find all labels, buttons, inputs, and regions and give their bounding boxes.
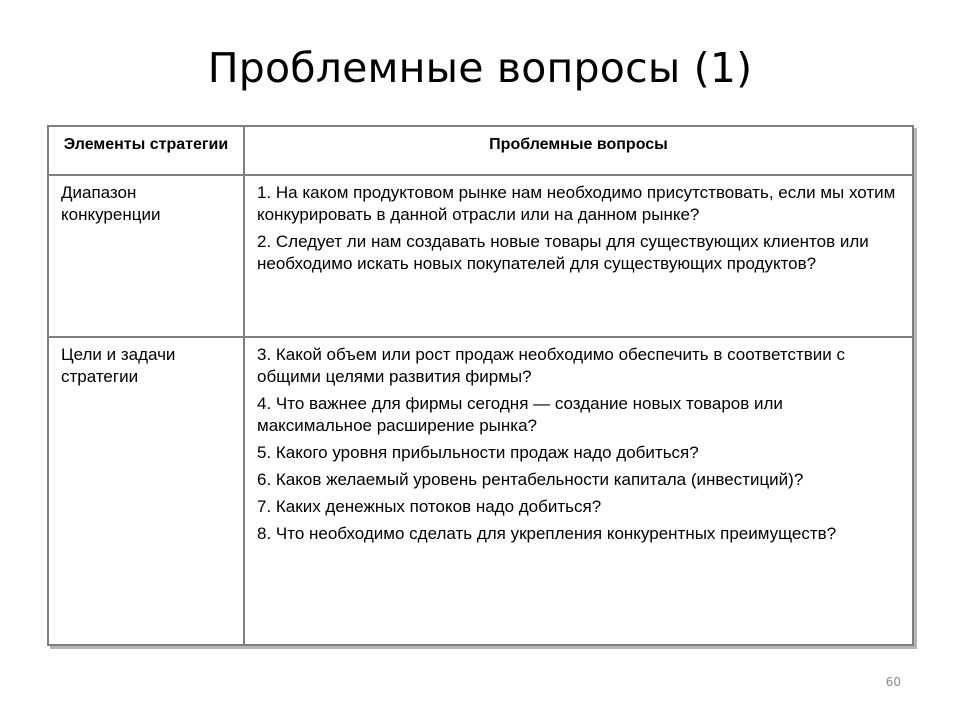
table-row <box>48 175 913 337</box>
row-element-label: Диапазон конкуренции <box>48 175 244 337</box>
question-item: 2. Следует ли нам создавать новые товары для существующих клиентов или необходимо искать новых покупателей для существующих продуктов? <box>257 232 869 273</box>
question-item: 6. Каков желаемый уровень рентабельности капитала (инвестиций)? <box>257 470 804 489</box>
header-problem-questions: Проблемные вопросы <box>244 126 913 175</box>
row-questions-cell <box>244 175 913 337</box>
table-row <box>48 337 913 645</box>
row-questions-cell <box>244 337 913 645</box>
strategy-questions-table <box>47 125 914 646</box>
question-item: 8. Что необходимо сделать для укрепления конкурентных преимуществ? <box>257 524 837 543</box>
slide-title: Проблемные вопросы (1) <box>207 44 753 92</box>
row-element-label: Цели и задачи стратегии <box>48 337 244 645</box>
strategy-questions-table-container <box>47 125 914 646</box>
table-header-row <box>48 126 913 175</box>
page-number: 60 <box>885 675 901 689</box>
question-item: 5. Какого уровня прибыльности продаж надо добиться? <box>257 443 699 462</box>
question-item: 7. Каких денежных потоков надо добиться? <box>257 497 602 516</box>
question-item: 3. Какой объем или рост продаж необходимо обеспечить в соответствии с общими целями развития фирмы? <box>257 345 845 386</box>
question-item: 4. Что важнее для фирмы сегодня — создание новых товаров или максимальное расширение рынка? <box>257 394 783 435</box>
question-item: 1. На каком продуктовом рынке нам необходимо присутствовать, если мы хотим конкурировать в данной отрасли или на данном рынке? <box>257 183 896 224</box>
header-strategy-elements: Элементы стратегии <box>48 126 244 175</box>
